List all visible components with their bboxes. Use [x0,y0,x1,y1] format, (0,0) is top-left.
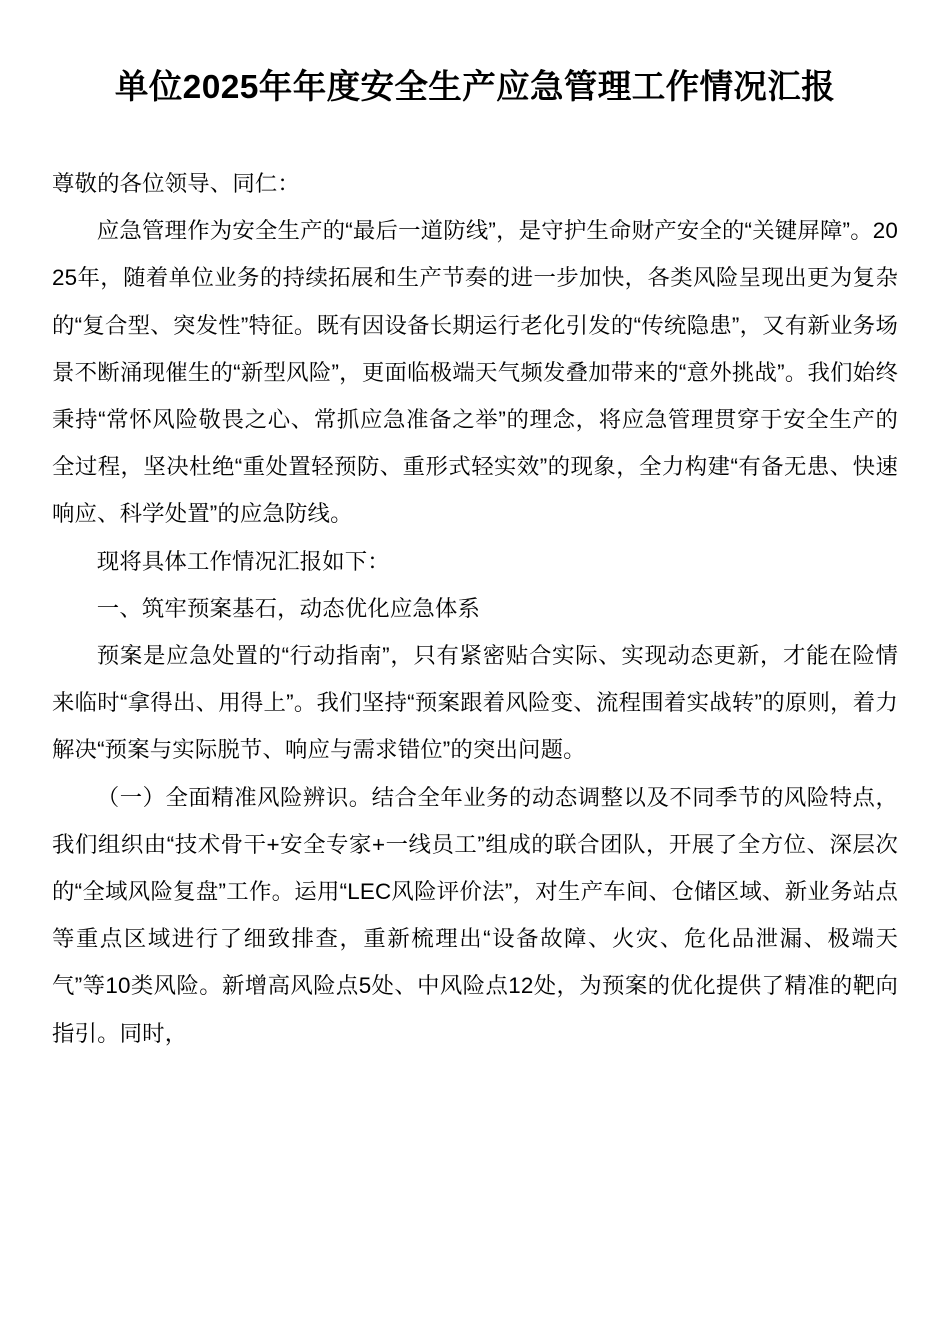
opening-paragraph: 应急管理作为安全生产的“最后一道防线”，是守护生命财产安全的“关键屏障”。2025年，随着单位业务的持续拓展和生产节奏的进一步加快，各类风险呈现出更为复杂的“复合型、突发性”特征。既有因设备长期运行老化引发的“传统隐患”，又有新业务场景不断涌现催生的“新型风险”，更面临极端天气频发叠加带来的“意外挑战”。我们始终秉持“常怀风险敬畏之心、常抓应急准备之举”的理念，将应急管理贯穿于安全生产的全过程，坚决杜绝“重处置轻预防、重形式轻实效”的现象，全力构建“有备无患、快速响应、科学处置”的应急防线。 [52,218,898,527]
document-body [52,160,898,1057]
page-title: 单位2025年年度安全生产应急管理工作情况汇报 [114,69,836,106]
section-1-intro-paragraph: 预案是应急处置的“行动指南”，只有紧密贴合实际、实现动态更新，才能在险情来临时“拿得出、用得上”。我们坚持“预案跟着风险变、流程围着实战转”的原则，着力解决“预案与实际脱节、响应与需求错位”的突出问题。 [52,643,898,763]
section-heading-1: 一、筑牢预案基石，动态优化应急体系 [96,595,480,621]
subsection-1-1-paragraph: （一）全面精准风险辨识。结合全年业务的动态调整以及不同季节的风险特点，我们组织由“技术骨干+安全专家+一线员工”组成的联合团队，开展了全方位、深层次的“全域风险复盘”工作。运用“LEC风险评价法”，对生产车间、仓储区域、新业务站点等重点区域进行了细致排查，重新梳理出“设备故障、火灾、危化品泄漏、极端天气”等10类风险。新增高风险点5处、中风险点12处，为预案的优化提供了精准的靶向指引。同时， [52,784,898,1046]
transition-paragraph: 现将具体工作情况汇报如下： [96,548,390,574]
salutation-paragraph: 尊敬的各位领导、同仁： [52,171,300,196]
